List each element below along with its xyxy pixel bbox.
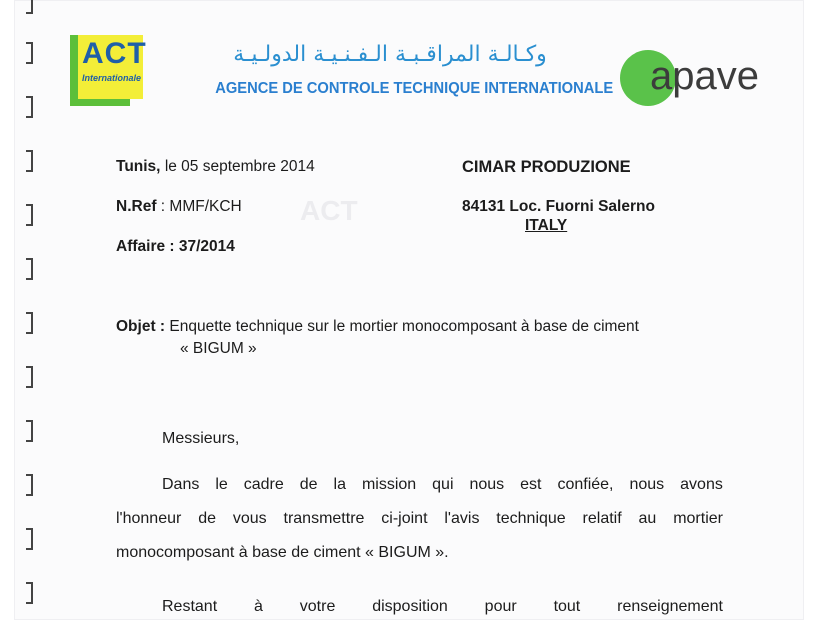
recipient-name: CIMAR PRODUZIONE <box>462 158 631 176</box>
binding-mark <box>26 0 33 14</box>
paragraph-1-line-3: monocomposant à base de ciment « BIGUM ». <box>116 544 449 561</box>
object-text: Enquette technique sur le mortier monocomposant à base de ciment <box>169 318 639 335</box>
object-text-2: « BIGUM » <box>180 340 257 357</box>
paragraph-1-line-1: Dans le cadre de la mission qui nous est confiée, nous avons <box>162 476 723 493</box>
reference <box>116 198 242 216</box>
paragraph-1-line-2: l'honneur de vous transmettre ci-joint l'avis technique relatif au mortier <box>116 510 723 527</box>
faint-background-text: ACT <box>300 195 358 226</box>
binding-mark <box>26 420 33 442</box>
act-internationale-logo <box>70 35 147 106</box>
binding-mark <box>26 474 33 496</box>
apave-logo: apave <box>650 54 759 98</box>
binding-mark <box>26 204 33 226</box>
binding-mark <box>26 42 33 64</box>
binding-mark <box>26 258 33 280</box>
binding-margin <box>0 0 40 620</box>
binding-mark <box>26 150 33 172</box>
place-date <box>116 158 315 176</box>
object-line <box>116 318 639 336</box>
salutation: Messieurs, <box>162 430 240 447</box>
paragraph-2-line-1: Restant à votre disposition pour tout renseignement <box>162 598 723 615</box>
act-logo-sub: Internationale <box>82 73 142 83</box>
reference-label: N.Ref <box>116 198 157 215</box>
place: Tunis, <box>116 158 161 175</box>
recipient-address: 84131 Loc. Fuorni Salerno <box>462 198 655 215</box>
recipient-country: ITALY <box>525 217 568 234</box>
object-label: Objet : <box>116 318 166 335</box>
agency-name-arabic: وكـالـة المراقـبـة الـفـنـيـة الدولـيـة <box>233 42 547 67</box>
affaire-number: Affaire : 37/2014 <box>116 238 235 255</box>
act-logo-word: ACT <box>82 37 147 70</box>
date: le 05 septembre 2014 <box>164 158 315 175</box>
binding-mark <box>26 366 33 388</box>
binding-mark <box>26 312 33 334</box>
reference-value: : MMF/KCH <box>160 198 242 215</box>
binding-mark <box>26 96 33 118</box>
paragraph-2 <box>116 590 723 624</box>
binding-mark <box>26 528 33 550</box>
binding-mark <box>26 582 33 604</box>
paragraph-1 <box>116 468 723 570</box>
agency-name-french: AGENCE DE CONTROLE TECHNIQUE INTERNATIONALE <box>215 80 614 97</box>
